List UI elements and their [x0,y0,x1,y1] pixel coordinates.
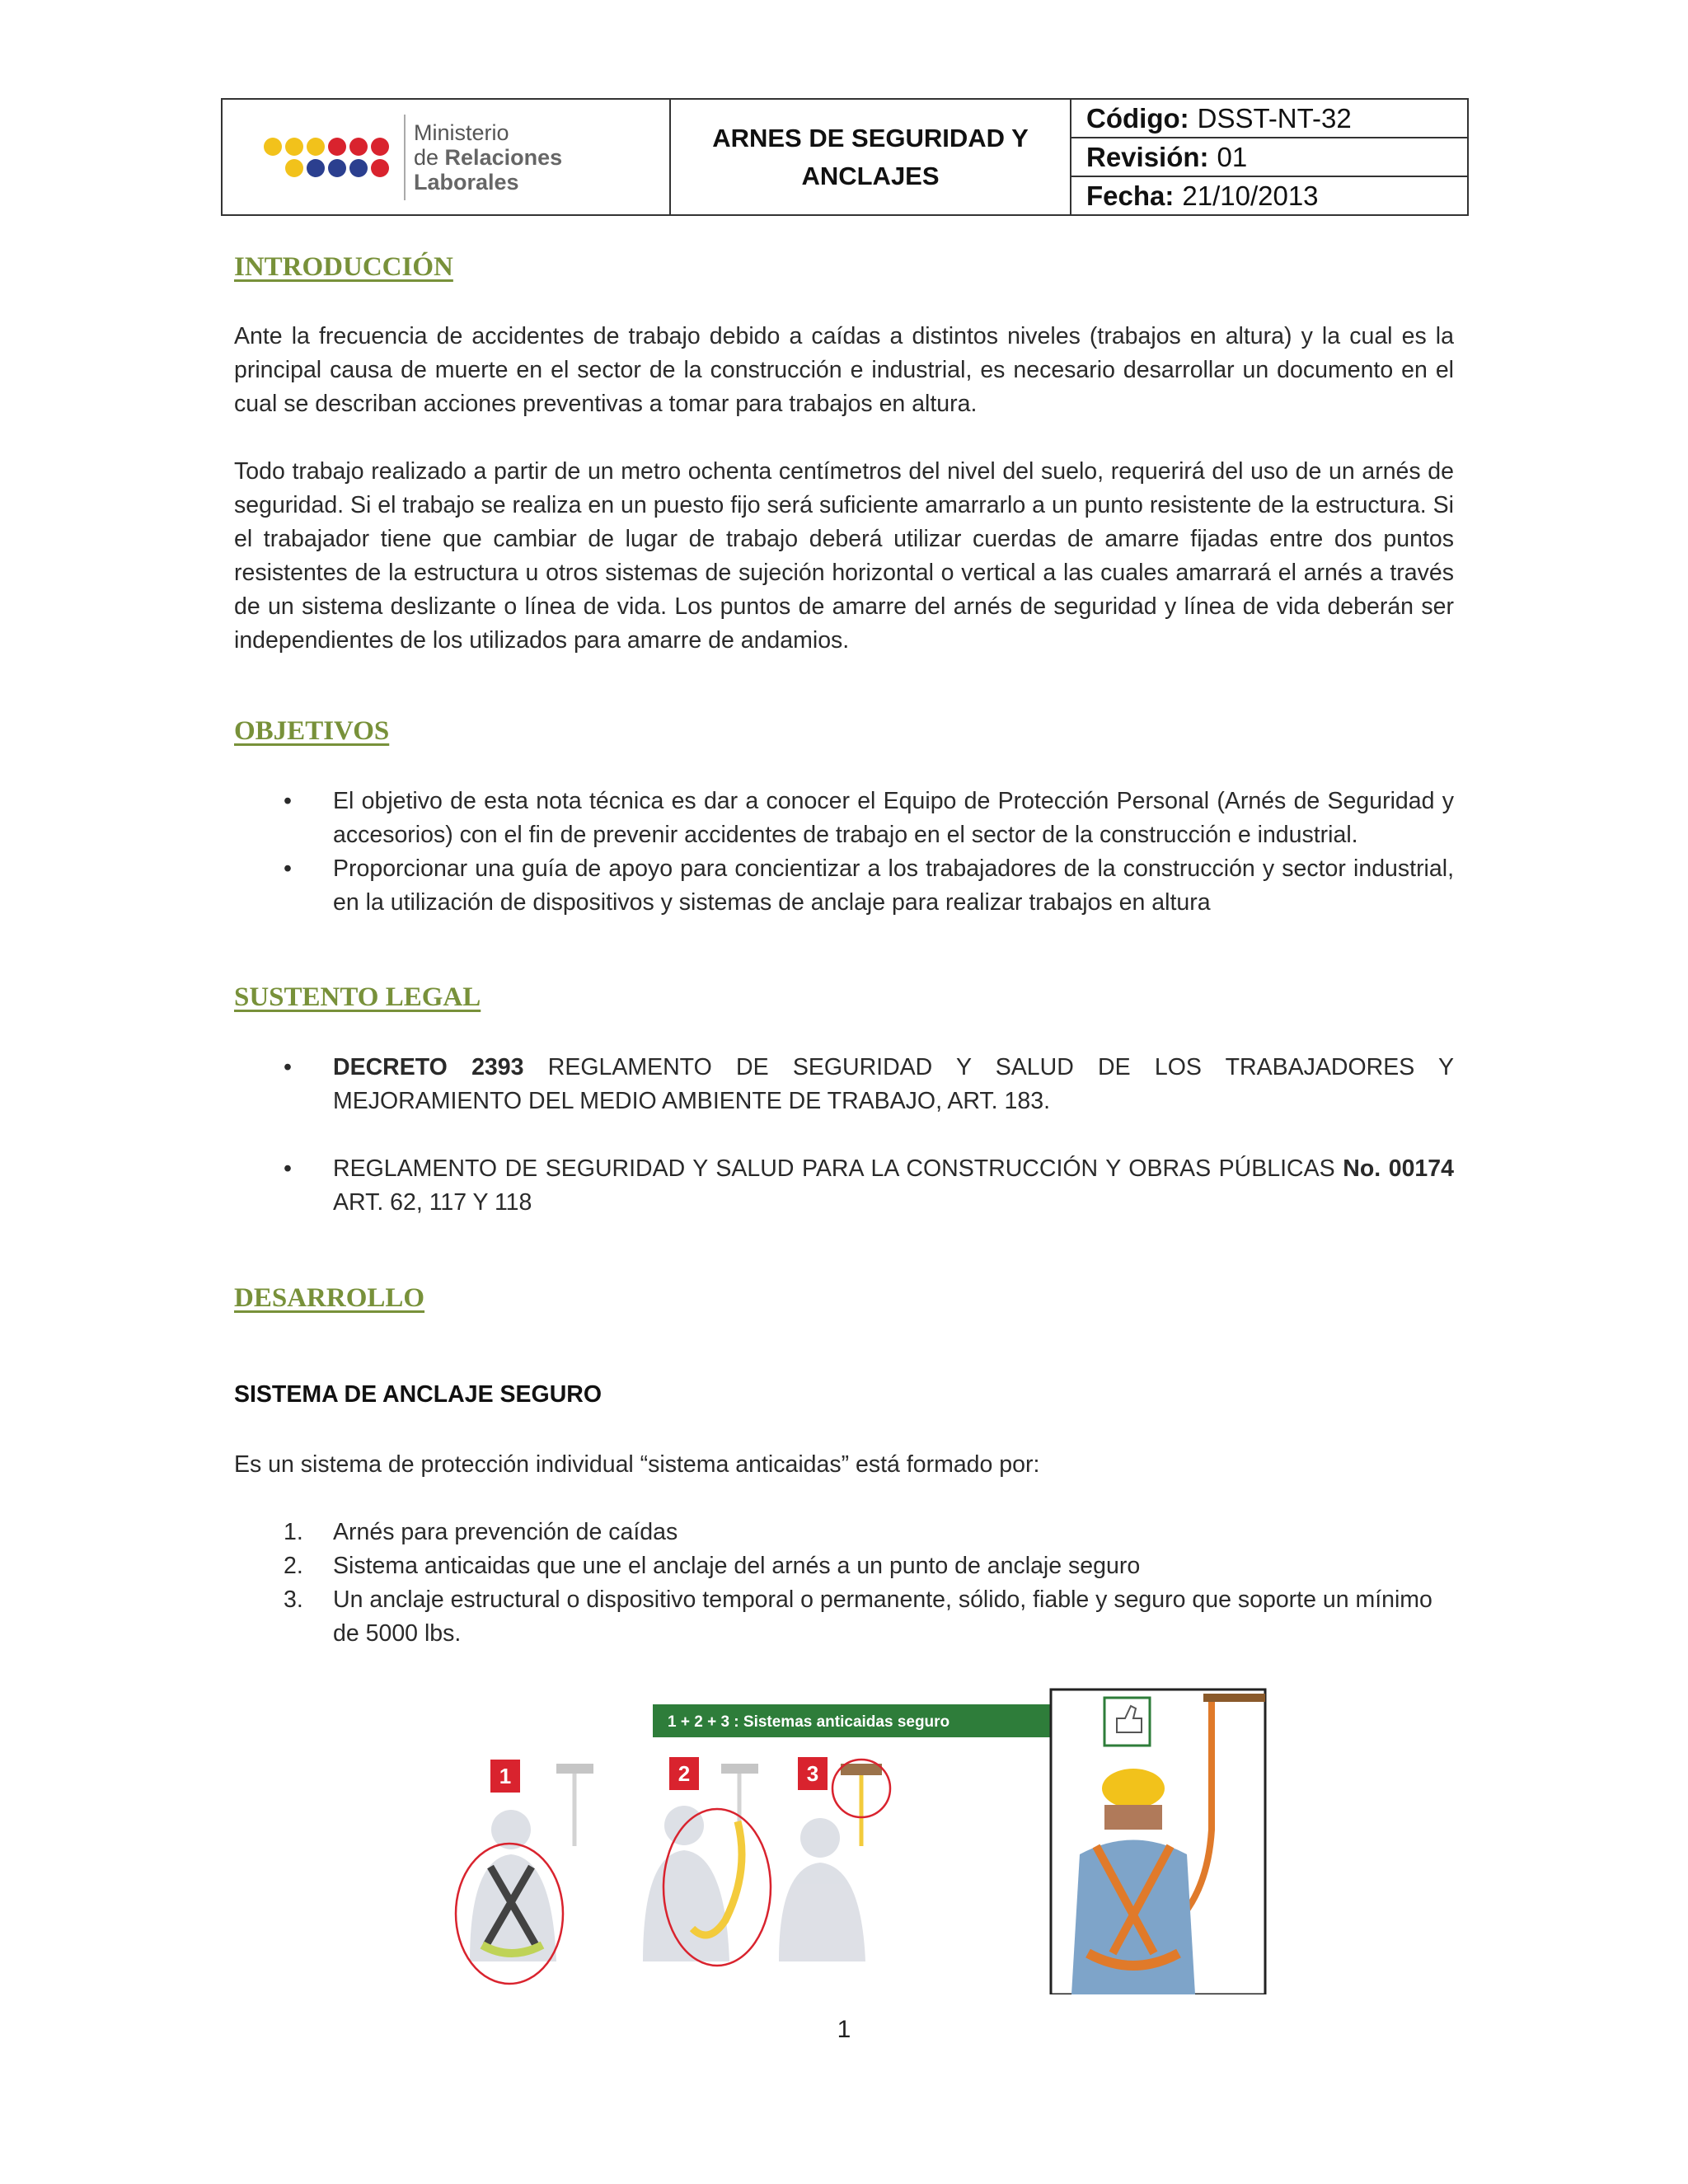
badge-1-label: 1 [499,1764,512,1788]
legal-list [234,1051,1454,1220]
subheading-sistema-anclaje: SISTEMA DE ANCLAJE SEGURO [234,1381,603,1408]
logo-dots [264,138,389,177]
list-item: • El objetivo de esta nota técnica es dar a conocer el Equipo de Protección Personal (Arnés de Seguridad y accesorios) con el fin de prevenir accidentes de trabajo en el sector de la construcción e industrial. [284,788,1454,848]
heading-objetivos: OBJETIVOS [234,716,390,746]
list-item: • Proporcionar una guía de apoyo para concientizar a los trabajadores de la construcción y sector industrial, en la utilización de dispositivos y sistemas de anclaje para realizar trabajos en altura [284,855,1454,916]
heading-desarrollo: DESARROLLO [234,1283,425,1313]
fecha-row: Fecha: 21/10/2013 [1086,180,1319,211]
desarrollo-list [234,1516,1454,1651]
helmet-icon [1102,1769,1165,1808]
figure-1 [470,1764,593,1961]
document-header-table [221,98,1469,216]
list-item: 1. Arnés para prevención de caídas [284,1519,678,1545]
badge-3-label: 3 [806,1761,819,1786]
document-title: ARNES DE SEGURIDAD Y ANCLAJES [671,100,1071,214]
thumbs-up-icon [1104,1698,1150,1746]
objetivos-list [234,785,1454,920]
list-item: 3. Un anclaje estructural o dispositivo temporal o permanente, sólido, fiable y seguro que soporte un mínimo de 5000 lbs. [284,1586,1432,1647]
desarrollo-intro: Es un sistema de protección individual “sistema anticaidas” está formado por: [234,1451,1040,1478]
list-item: 2. Sistema anticaidas que une el anclaje del arnés a un punto de anclaje seguro [284,1553,1141,1579]
codigo-row: Código: DSST-NT-32 [1071,100,1467,138]
figure-2 [643,1764,758,1961]
heading-introduccion: INTRODUCCIÓN [234,252,453,282]
anticaidas-illustration [445,1681,1269,1994]
intro-paragraph-1: Ante la frecuencia de accidentes de trabajo debido a caídas a distintos niveles (trabajos en altura) y la cual es la principal causa de muerte en el sector de la construcción e industrial, es necesario desarrollar un documento en el cual se describan acciones preventivas a tomar para trabajos en altura. [234,323,1454,417]
document-meta [1071,100,1467,214]
badge-2-label: 2 [678,1761,691,1786]
revision-row: Revisión: 01 [1071,138,1467,177]
page-number: 1 [837,2016,851,2043]
ministry-logo [223,100,671,214]
list-item: • DECRETO 2393 REGLAMENTO DE SEGURIDAD Y SALUD DE LOS TRABAJADORES Y MEJORAMIENTO DEL MEDIO AMBIENTE DE TRABAJO, ART. 183. [284,1054,1454,1114]
list-item: • REGLAMENTO DE SEGURIDAD Y SALUD PARA LA CONSTRUCCIÓN Y OBRAS PÚBLICAS No. 00174 ART. 62, 117 Y 118 [284,1155,1454,1216]
intro-paragraph-2: Todo trabajo realizado a partir de un metro ochenta centímetros del nivel del suelo, requerirá del uso de un arnés de seguridad. Si el trabajo se realiza en un puesto fijo será suficiente amarrarlo a un punto resistente de la estructura. Si el trabajador tiene que cambiar de lugar de trabajo deberá utilizar cuerdas de amarre fijadas entre dos puntos resistentes de la estructura u otros sistemas de sujeción horizontal o vertical a las cuales amarrará el arnés a través de un sistema deslizante o línea de vida. Los puntos de amarre del arnés de seguridad y línea de vida deberán ser independientes de los utilizados para amarre de andamios. [234,458,1454,654]
banner-text: 1 + 2 + 3 : Sistemas anticaidas seguro [668,1713,950,1731]
heading-sustento-legal: SUSTENTO LEGAL [234,982,481,1012]
logo-text: Ministerio de Relaciones Laborales [414,120,563,194]
figure-3 [779,1764,882,1961]
